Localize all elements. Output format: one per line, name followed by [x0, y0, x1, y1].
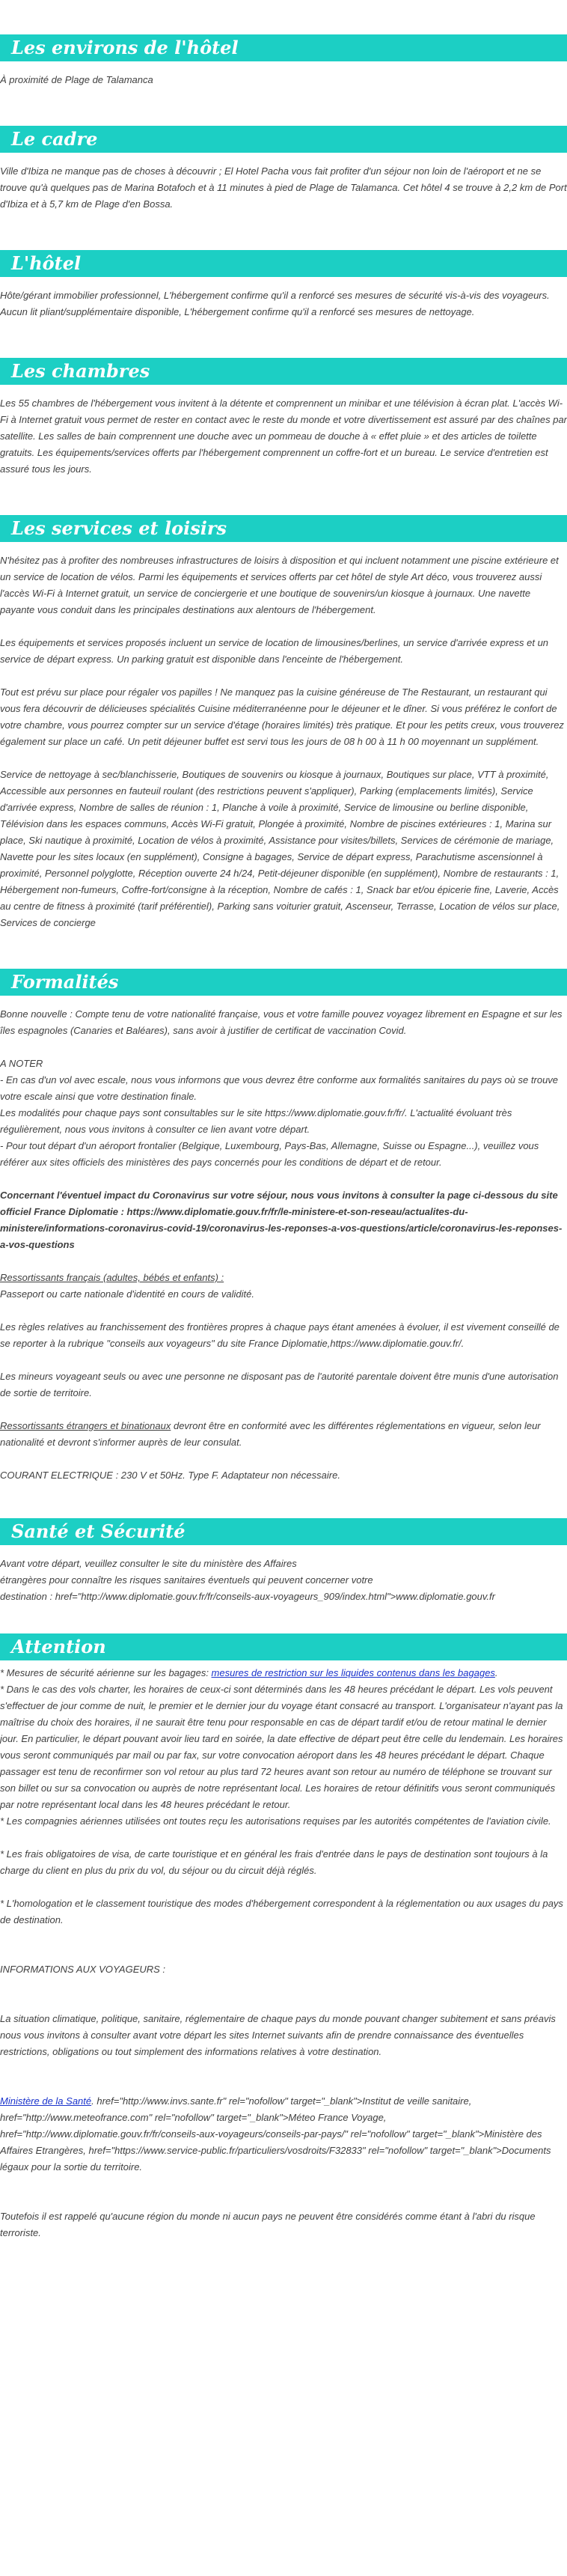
- formalites-french-nationals-heading: Ressortissants français (adultes, bébés et enfants) :: [0, 1272, 224, 1283]
- attention-terrorism-risk: Toutefois il est rappelé qu'aucune région du monde ni aucun pays ne peuvent être considérés comme étant à l'abri du risque terroriste.: [0, 2211, 536, 2238]
- section-hotel: [0, 250, 567, 358]
- sante-line-3: destination : href="http://www.diplomatie.gouv.fr/fr/conseils-aux-voyageurs_909/index.html">www.diplomatie.gouv.fr: [0, 1591, 495, 1602]
- section-environs: [0, 0, 567, 126]
- formalites-minors: Les mineurs voyageant seuls ou avec une personne ne disposant pas de l'autorité parentale doivent être munis d'une autorisation de sortie de territoire.: [0, 1371, 559, 1398]
- attention-charter-flights: * Dans le cas des vols charter, les horaires de ceux-ci sont déterminés dans les 48 heures précédant le départ. Les vols peuvent s'effectuer de jour comme de nuit, le premier et le dernier jour du voyage étant consacré au transport. L'organisateur n'ayant pas la maîtrise du choix des horaires, il ne saurait être tenu pour responsable en cas de départ tardif et/ou de retour matinal le dernier jour. En particulier, le départ pouvant avoir lieu tard en soirée, la date effective de départ peut être celle du lendemain. Les horaires vous seront communiqués par mail ou par fax, sur votre convocation aéroport dans les 48 heures précédant le départ. Chaque passager est tenu de reconfirmer son vol retour au plus tard 72 heures avant son retour au numéro de téléphone se trouvant sur son billet ou sur sa convocation ou auprès de notre représentant local. Les horaires de retour définitifs vous seront communiqués par notre représentant local dans les 48 heures précédant le retour.: [0, 1684, 563, 1810]
- section-formalites: [0, 969, 567, 1518]
- section-body-attention: [0, 1665, 567, 2241]
- section-title-chambres: Les chambres: [0, 358, 567, 385]
- formalites-note-heading: A NOTER: [0, 1058, 43, 1069]
- formalites-foreign-nationals-heading: Ressortissants étrangers et binationaux: [0, 1420, 171, 1431]
- services-paragraph-3: Tout est prévu sur place pour régaler vos papilles ! Ne manquez pas la cuisine généreuse de The Restaurant, un restaurant qui vous fera découvrir de délicieuses spécialités Cuisine méditerranéenne pour le déjeuner et le dîner. Si vous préférez le confort de votre chambre, vous pourrez compter sur un service d'étage (horaires limités) très pratique. Et pour les petits creux, vous trouverez également sur place un café. Un petit déjeuner buffet est servi tous les jours de 08 h 00 à 11 h 00 moyennant un supplément.: [0, 686, 564, 747]
- attention-situation-line-1: La situation climatique, politique, sanitaire, réglementaire de chaque pays du monde pouvant changer subitement et sans préavis: [0, 2013, 556, 2024]
- attention-travelers-info-heading: INFORMATIONS AUX VOYAGEURS :: [0, 1964, 166, 1975]
- formalites-french-nationals-text: Passeport ou carte nationale d'identité en cours de validité.: [0, 1288, 254, 1300]
- attention-baggage-prefix: * Mesures de sécurité aérienne sur les bagages:: [0, 1667, 212, 1678]
- formalites-french-nationals: [0, 1270, 567, 1303]
- formalites-note-line-2: Les modalités pour chaque pays sont consultables sur le site https://www.diplomatie.gouv.fr/fr/. L'actualité évoluant très régulièrement, nous vous invitons à consulter ce lien avant votre départ.: [0, 1107, 512, 1135]
- section-cadre: [0, 126, 567, 250]
- formalites-foreign-nationals: [0, 1418, 567, 1451]
- sante-line-1: Avant votre départ, veuillez consulter le site du ministère des Affaires: [0, 1558, 297, 1569]
- formalites-note-line-1: - En cas d'un vol avec escale, nous vous informons que vous devrez être conforme aux formalités sanitaires du pays où se trouve votre escale ainsi que votre destination finale.: [0, 1074, 559, 1102]
- attention-airlines: * Les compagnies aériennes utilisées ont toutes reçu les autorisations requises par les autorités compétentes de l'aviation civile.: [0, 1815, 551, 1827]
- services-paragraph-2: Les équipements et services proposés incluent un service de location de limousines/berlines, un service d'arrivée express et un service de départ express. Un parking gratuit est disponible dans l'enceinte de l'hébergement.: [0, 637, 549, 665]
- section-title-cadre: Le cadre: [0, 126, 567, 153]
- formalites-electric-current: COURANT ELECTRIQUE : 230 V et 50Hz. Type F. Adaptateur non nécessaire.: [0, 1470, 340, 1481]
- attention-useful-sites: [0, 2093, 567, 2175]
- section-body-formalites: [0, 1006, 567, 1484]
- attention-baggage-suffix: .: [494, 1667, 498, 1678]
- environs-text: À proximité de Plage de Talamanca: [0, 74, 153, 85]
- section-services: [0, 515, 567, 969]
- chambres-text: Les 55 chambres de l'hébergement vous invitent à la détente et comprennent un minibar et une télévision à écran plat. L'accès Wi-Fi à Internet gratuit vous permet de rester en contact avec le reste du monde et votre divertissement est assuré par des chaînes par satellite. Les salles de bain comprennent une douche avec un pommeau de douche à « effet pluie » et des articles de toilette gratuits. Les équipements/services offerts par l'hébergement comprennent un coffre-fort et un bureau. Le service d'entretien est assuré tous les jours.: [0, 398, 567, 475]
- attention-baggage-measures: [0, 1665, 567, 1681]
- attention-visa-fees: * Les frais obligatoires de visa, de carte touristique et en général les frais d'entrée dans le pays de destination sont toujours à la charge du client en plus du prix du vol, du séjour ou du circuit déjà réglés.: [0, 1848, 548, 1876]
- ministere-sante-link[interactable]: Ministère de la Santé: [0, 2095, 92, 2107]
- section-body-sante: [0, 1556, 567, 1605]
- section-body-cadre: [0, 163, 567, 213]
- section-title-services: Les services et loisirs: [0, 515, 567, 542]
- services-paragraph-4: Service de nettoyage à sec/blanchisserie, Boutiques de souvenirs ou kiosque à journaux, Boutiques sur place, VTT à proximité, Accessible aux personnes en fauteuil roulant (des restrictions peuvent s'appliquer), Parking (emplacements limités), Service d'arrivée express, Nombre de salles de réunion : 1, Planche à voile à proximité, Service de limousine ou berline disponible, Télévision dans les espaces communs, Accès Wi-Fi gratuit, Plongée à proximité, Nombre de piscines extérieures : 1, Marina sur place, Ski nautique à proximité, Location de vélos à proximité, Assistance pour visites/billets, Services de cérémonie de mariage, Navette pour les sites locaux (en supplément), Consigne à bagages, Service de départ express, Parachutisme ascensionnel à proximité, Personnel polyglotte, Réception ouverte 24 h/24, Petit-déjeuner disponible (en supplément), Nombre de restaurants : 1, Hébergement non-fumeurs, Coffre-fort/consigne à la réception, Nombre de cafés : 1, Snack bar et/ou épicerie fine, Laverie, Accès au centre de fitness à proximité (tarif préférentiel), Parking sans voiturier gratuit, Ascenseur, Terrasse, Location de vélos sur place, Services de concierge: [0, 769, 560, 928]
- attention-useful-sites-text: . href="http://www.invs.sante.fr" rel="nofollow" target="_blank">Institut de veille sanitaire, href="http://www.meteofrance.com" rel="nofollow" target="_blank">Méteo France Voyage, href="http://www.diplomatie.gouv.fr/fr/conseils-aux-voyageurs/conseils-par-pays/" rel="nofollow" target="_blank">Ministère des Affaires Etrangères, href="https://www.service-public.fr/particuliers/vosdroits/F32833" rel="nofollow" target="_blank">Documents légaux pour la sortie du territoire.: [0, 2095, 551, 2172]
- section-title-sante: Santé et Sécurité: [0, 1518, 567, 1545]
- section-title-formalites: Formalités: [0, 969, 567, 996]
- section-attention: [0, 1633, 567, 2241]
- section-body-hotel: [0, 287, 567, 320]
- formalites-paragraph-1: Bonne nouvelle : Compte tenu de votre nationalité française, vous et votre famille pouvez voyagez librement en Espagne et sur les îles espagnoles (Canaries et Baléares), sans avoir à justifier de certificat de vaccination Covid.: [0, 1008, 563, 1036]
- section-title-hotel: L'hôtel: [0, 250, 567, 277]
- hotel-text: Hôte/gérant immobilier professionnel, L'hébergement confirme qu'il a renforcé ses mesures de sécurité vis-à-vis des voyageurs. Aucun lit pliant/supplémentaire disponible, L'hébergement confirme qu'il a renforcé ses mesures de nettoyage.: [0, 290, 550, 317]
- formalites-borders-rules: Les règles relatives au franchissement des frontières propres à chaque pays étant amenées à évoluer, il est vivement conseillé de se reporter à la rubrique "conseils aux voyageurs" du site France Diplomatie,https://www.diplomatie.gouv.fr/.: [0, 1321, 560, 1349]
- cadre-text: Ville d'Ibiza ne manque pas de choses à découvrir ; El Hotel Pacha vous fait profiter d'un séjour non loin de l'aéroport et ne se trouve qu'à quelques pas de Marina Botafoch et à 11 minutes à pied de Plage de Talamanca. Cet hôtel 4 se trouve à 2,2 km de Port d'Ibiza et à 5,7 km de Plage d'en Bossa.: [0, 165, 567, 210]
- attention-situation-line-2: nous vous invitons à consulter avant votre départ les sites Internet suivants afin de prendre connaissance des éventuelles restrictions, obligations ou tout simplement des informations relatives à votre destination.: [0, 2030, 524, 2057]
- sante-line-2: étrangères pour connaître les risques sanitaires éventuels qui peuvent concerner votre: [0, 1574, 373, 1586]
- section-title-environs: Les environs de l'hôtel: [0, 34, 567, 61]
- section-body-environs: [0, 72, 567, 88]
- formalites-foreign-nationals-text: devront être en conformité avec les différentes réglementations en vigueur, selon leur nationalité et devront s'informer auprès de leur consulat.: [0, 1420, 541, 1448]
- section-body-services: [0, 552, 567, 931]
- attention-classification: * L'homologation et le classement touristique des modes d'hébergement correspondent à la réglementation ou aux usages du pays de destination.: [0, 1898, 563, 1925]
- liquids-restriction-link[interactable]: mesures de restriction sur les liquides contenus dans les bagages: [211, 1667, 495, 1678]
- section-body-chambres: [0, 395, 567, 478]
- section-sante: [0, 1518, 567, 1633]
- section-chambres: [0, 358, 567, 515]
- formalites-note-line-3: - Pour tout départ d'un aéroport frontalier (Belgique, Luxembourg, Pays-Bas, Allemagne, Suisse ou Espagne...), veuillez vous référer aux sites officiels des ministères des pays concernés pour les conditions de départ et de retour.: [0, 1140, 539, 1168]
- formalites-coronavirus-notice: Concernant l'éventuel impact du Coronavirus sur votre séjour, nous vous invitons à consulter la page ci-dessous du site officiel France Diplomatie : https://www.diplomatie.gouv.fr/fr/le-ministere-et-son-reseau/actualites-du-ministere/informations-coronavirus-covid-19/coronavirus-les-reponses-a-vos-questions/article/coronavirus-les-reponses-a-vos-questions: [0, 1190, 563, 1250]
- section-title-attention: Attention: [0, 1633, 567, 1660]
- services-paragraph-1: N'hésitez pas à profiter des nombreuses infrastructures de loisirs à disposition et qui incluent notamment une piscine extérieure et un service de location de vélos. Parmi les équipements et services offerts par cet hôtel de style Art déco, vous trouverez aussi l'accès Wi-Fi à Internet gratuit, un service de conciergerie et une boutique de souvenirs/un kiosque à journaux. Une navette payante vous conduit dans les principales destinations aux alentours de l'hébergement.: [0, 555, 559, 615]
